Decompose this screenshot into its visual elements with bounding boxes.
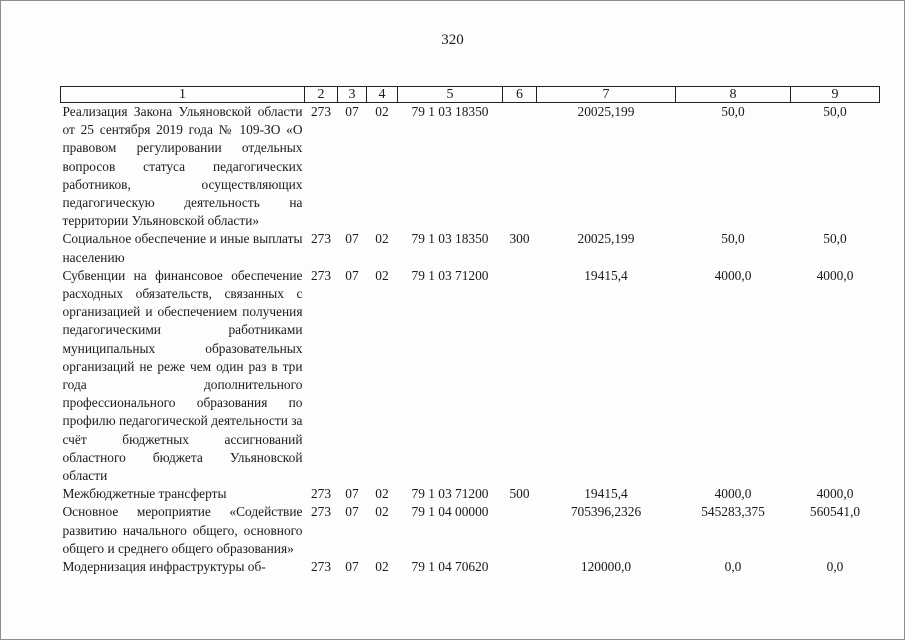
row-value-9: 560541,0	[809, 504, 861, 520]
col-header-1: 1	[61, 87, 305, 103]
row-code-2: 273	[310, 504, 332, 520]
row-name: Основное мероприятие «Содействие развитию начального общего, основного общего и среднего общего образования»	[62, 504, 303, 556]
row-value-8: 545283,375	[701, 504, 765, 520]
row-value-7: 120000,0	[580, 559, 632, 575]
row-code-3: 07	[345, 504, 359, 520]
col-header-9: 9	[791, 87, 880, 103]
row-code-3: 07	[345, 231, 359, 247]
row-code-4: 02	[375, 504, 389, 520]
row-value-9: 0,0	[826, 559, 844, 575]
row-code-3: 07	[345, 559, 359, 575]
row-code-5: 79 1 03 71200	[411, 267, 489, 283]
row-code-5: 79 1 03 71200	[411, 486, 489, 502]
row-code-6	[503, 267, 537, 485]
row-value-9: 4000,0	[816, 267, 854, 283]
row-code-3: 07	[345, 104, 359, 119]
row-code-6	[503, 103, 537, 231]
table-row	[61, 230, 880, 266]
row-code-5: 79 1 03 18350	[411, 104, 489, 119]
page-number: 320	[441, 32, 464, 48]
row-value-7: 19415,4	[584, 486, 628, 502]
row-value-8: 50,0	[721, 231, 745, 247]
row-code-2: 273	[310, 267, 332, 283]
row-name: Межбюджетные трансферты	[62, 486, 227, 502]
row-name: Социальное обеспечение и иные выплаты населению	[62, 231, 303, 265]
row-code-3: 07	[345, 267, 359, 283]
table-row	[61, 267, 880, 485]
row-value-7: 20025,199	[577, 104, 635, 119]
row-code-2: 273	[310, 559, 332, 575]
row-code-4: 02	[375, 267, 389, 283]
row-code-5: 79 1 03 18350	[411, 231, 489, 247]
col-header-2: 2	[305, 87, 338, 103]
table-row	[61, 558, 880, 576]
row-name: Субвенции на финансовое обеспечение расходных обязательств, связанных с организацией и обеспечением получения педагогическими работниками муниципальных образовательных организаций не реже чем один раз в три года дополнительного профессионального образования по профилю педагогической деятельности за счёт бюджетных ассигнований областного бюджета Ульяновской области	[62, 267, 303, 484]
col-header-8: 8	[676, 87, 791, 103]
col-header-5: 5	[398, 87, 503, 103]
row-value-8: 50,0	[721, 104, 745, 119]
row-code-6	[503, 558, 537, 576]
row-value-7: 19415,4	[584, 267, 628, 283]
row-value-8: 4000,0	[714, 267, 752, 283]
row-code-4: 02	[375, 231, 389, 247]
budget-table	[60, 86, 880, 576]
row-code-3: 07	[345, 486, 359, 502]
col-header-3: 3	[338, 87, 367, 103]
row-value-9: 50,0	[823, 104, 847, 119]
table-header-row	[61, 87, 880, 103]
row-name: Реализация Закона Ульяновской области от 25 сентября 2019 года № 109-ЗО «О правовом регулировании отдельных вопросов статуса педагогических работников, осуществляющих педагогическую деятельность на территории Ульяновской области»	[62, 104, 303, 229]
col-header-7: 7	[537, 87, 676, 103]
col-header-6: 6	[503, 87, 537, 103]
row-value-7: 705396,2326	[570, 504, 642, 520]
row-code-5: 79 1 04 00000	[411, 504, 489, 520]
row-code-5: 79 1 04 70620	[411, 559, 489, 575]
row-code-4: 02	[375, 559, 389, 575]
row-value-9: 4000,0	[816, 486, 854, 502]
row-code-2: 273	[310, 104, 332, 119]
table-row	[61, 103, 880, 231]
table-row	[61, 503, 880, 558]
row-value-7: 20025,199	[577, 231, 635, 247]
row-code-6	[503, 503, 537, 558]
table-row	[61, 485, 880, 503]
row-name: Модернизация инфраструктуры об-	[62, 559, 266, 575]
row-code-4: 02	[375, 486, 389, 502]
row-code-2: 273	[310, 231, 332, 247]
row-code-6: 500	[509, 486, 530, 502]
row-code-2: 273	[310, 486, 332, 502]
col-header-4: 4	[367, 87, 398, 103]
row-value-9: 50,0	[823, 231, 847, 247]
row-value-8: 0,0	[724, 559, 742, 575]
row-value-8: 4000,0	[714, 486, 752, 502]
row-code-4: 02	[375, 104, 389, 119]
row-code-6: 300	[509, 231, 530, 247]
